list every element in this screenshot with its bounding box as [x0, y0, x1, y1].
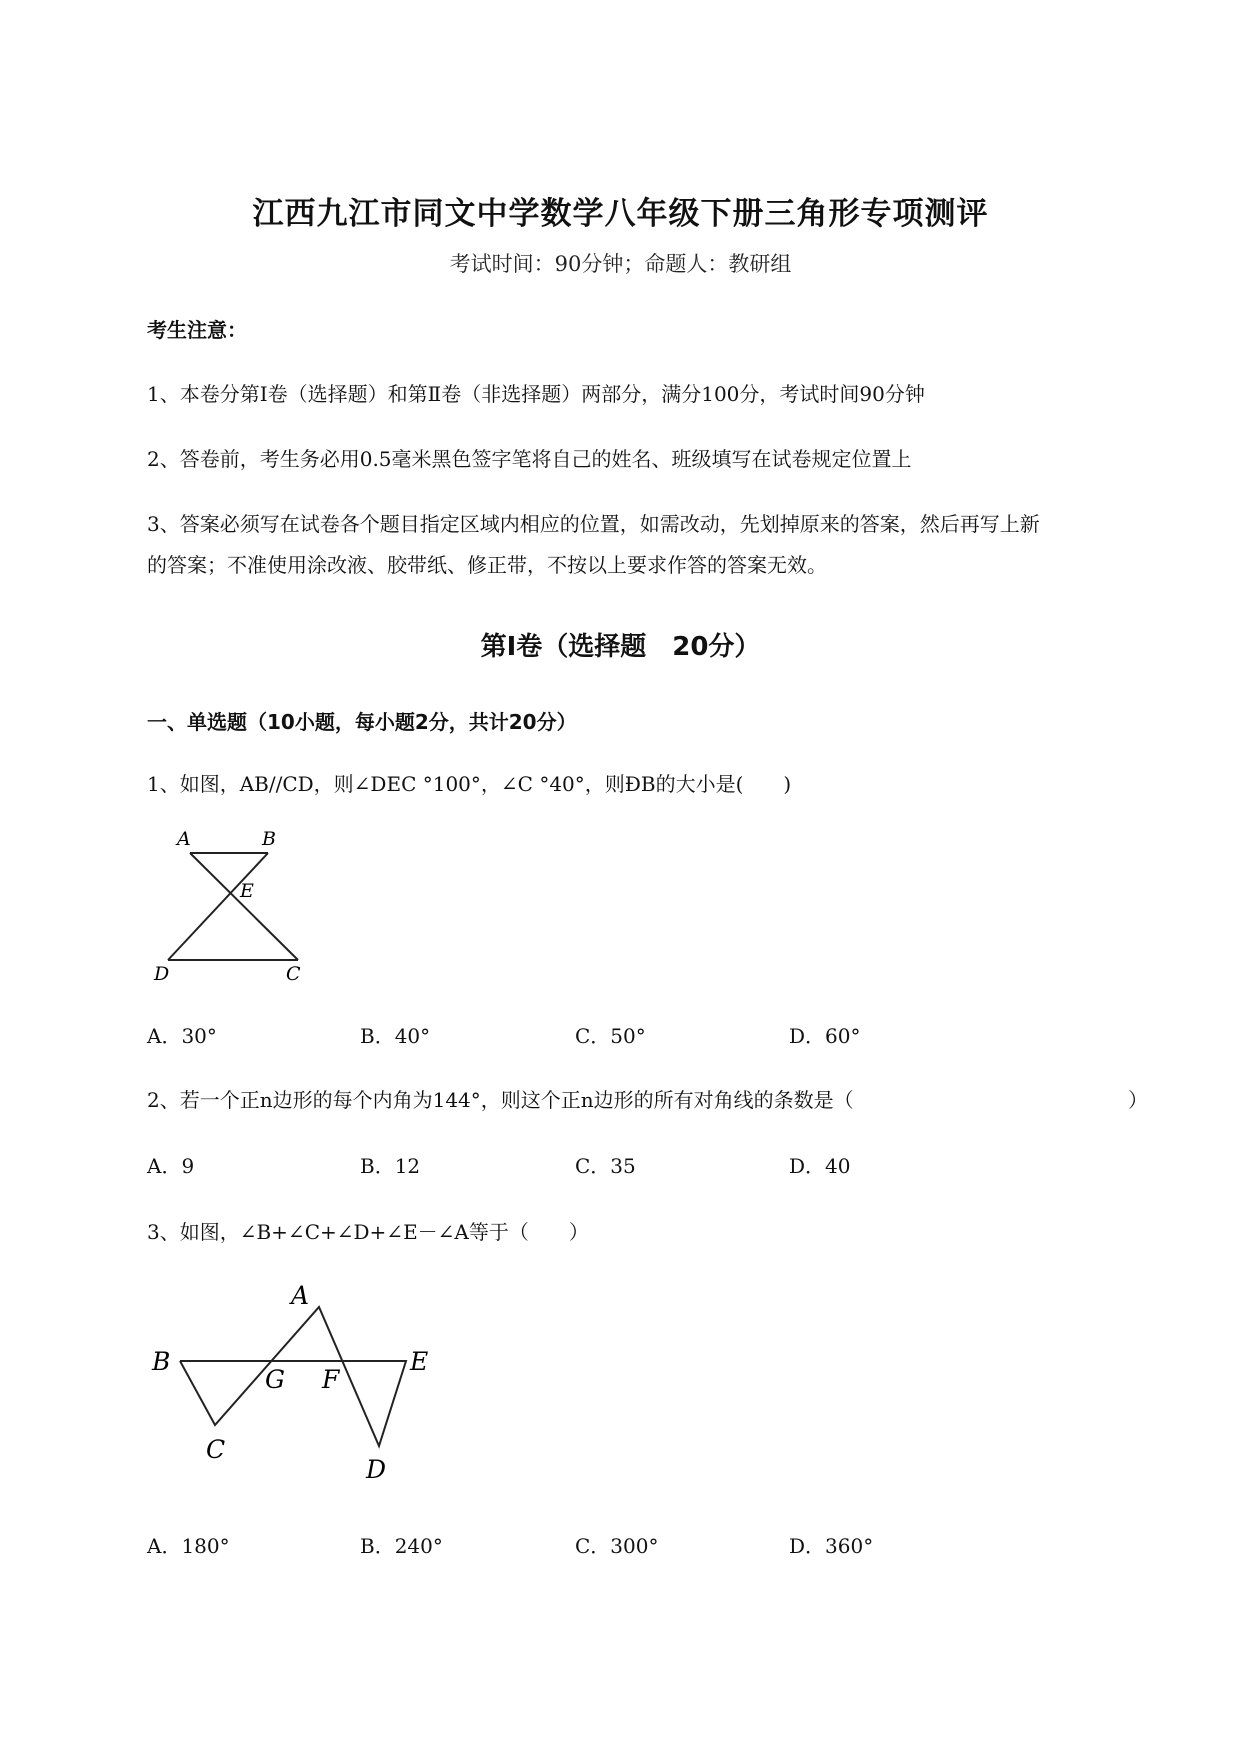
- q3-label-e: E: [410, 1347, 429, 1376]
- q3-label-f: F: [322, 1365, 340, 1394]
- notice-item-3-continued: 的答案；不准使用涂改液、胶带纸、修正带，不按以上要求作答的答案无效。: [147, 553, 827, 577]
- notice-heading: 考生注意：: [147, 318, 247, 342]
- notice-item-2: 2、答卷前，考生务必用0.5毫米黑色签字笔将自己的姓名、班级填写在试卷规定位置上: [147, 447, 912, 471]
- notice-item-1: 1、本卷分第Ⅰ卷（选择题）和第Ⅱ卷（非选择题）两部分，满分100分，考试时间90分钟: [147, 382, 925, 406]
- q3-option-c: C．300°: [575, 1534, 659, 1558]
- notice-item-3: 3、答案必须写在试卷各个题目指定区域内相应的位置，如需改动，先划掉原来的答案，然后再写上新: [147, 512, 1040, 536]
- q1-label-d: D: [154, 963, 170, 985]
- q3-option-d: D．360°: [789, 1534, 874, 1558]
- q2-option-d: D．40: [789, 1154, 851, 1178]
- question-3-stem: 3、如图，∠B+∠C+∠D+∠E－∠A等于（ ）: [147, 1220, 589, 1244]
- page-title: 江西九江市同文中学数学八年级下册三角形专项测评: [252, 196, 989, 232]
- question-2-stem-end: ）: [1128, 1088, 1148, 1112]
- question-1-stem: 1、如图，AB//CD，则∠DEC °100°，∠C °40°，则ÐB的大小是( ): [147, 772, 792, 796]
- exam-subtitle: 考试时间：90分钟；命题人：教研组: [449, 252, 792, 276]
- q3-label-a: A: [291, 1281, 310, 1310]
- q1-label-c: C: [286, 963, 301, 985]
- q1-option-b: B．40°: [360, 1024, 431, 1048]
- question-3-figure: [148, 1280, 448, 1490]
- q2-option-a: A．9: [147, 1154, 195, 1178]
- q1-label-a: A: [177, 828, 191, 850]
- q3-option-b: B．240°: [360, 1534, 443, 1558]
- q3-label-b: B: [152, 1347, 171, 1376]
- q1-option-c: C．50°: [575, 1024, 646, 1048]
- q2-option-b: B．12: [360, 1154, 421, 1178]
- section-title: 第Ⅰ卷（选择题 20分）: [480, 632, 761, 662]
- part-heading: 一、单选题（10小题，每小题2分，共计20分）: [147, 710, 577, 734]
- q1-option-a: A．30°: [147, 1024, 217, 1048]
- q1-label-e: E: [240, 880, 254, 902]
- q3-label-g: G: [265, 1365, 285, 1394]
- q1-option-d: D．60°: [789, 1024, 861, 1048]
- q3-label-d: D: [366, 1455, 387, 1484]
- q2-option-c: C．35: [575, 1154, 636, 1178]
- q1-label-b: B: [262, 828, 276, 850]
- q3-label-c: C: [206, 1435, 226, 1464]
- question-1-figure: [150, 825, 310, 985]
- question-2-stem: 2、若一个正n边形的每个内角为144°，则这个正n边形的所有对角线的条数是（: [147, 1088, 854, 1112]
- q3-option-a: A．180°: [147, 1534, 230, 1558]
